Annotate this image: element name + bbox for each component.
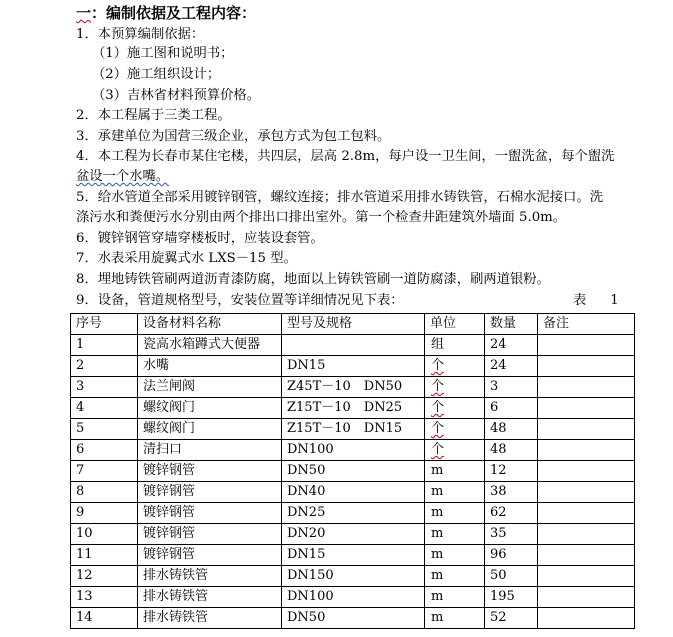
cell-spec: DN50 bbox=[282, 608, 425, 629]
cell-quantity: 6 bbox=[485, 398, 538, 419]
cell-spec: DN100 bbox=[282, 587, 425, 608]
header-unit: 单位 bbox=[425, 314, 485, 335]
cell-index: 1 bbox=[71, 335, 138, 356]
basis-item-3: （3）吉林省材料预算价格。 bbox=[92, 88, 261, 103]
cell-index: 2 bbox=[71, 356, 138, 377]
cell-name: 瓷高水箱蹲式大便器 bbox=[138, 335, 282, 356]
cell-remark bbox=[538, 440, 635, 461]
cell-remark bbox=[538, 608, 635, 629]
cell-remark bbox=[538, 398, 635, 419]
cell-spec: DN20 bbox=[282, 524, 425, 545]
cell-name: 螺纹阀门 bbox=[138, 419, 282, 440]
cell-name: 镀锌钢管 bbox=[138, 503, 282, 524]
header-quantity: 数量 bbox=[485, 314, 538, 335]
cell-index: 14 bbox=[71, 608, 138, 629]
cell-name: 排水铸铁管 bbox=[138, 566, 282, 587]
cell-remark bbox=[538, 524, 635, 545]
cell-index: 4 bbox=[71, 398, 138, 419]
cell-unit: 个 bbox=[425, 398, 485, 419]
cell-unit: m bbox=[425, 545, 485, 566]
equipment-table-body bbox=[71, 314, 635, 629]
cell-quantity: 48 bbox=[485, 440, 538, 461]
cell-index: 12 bbox=[71, 566, 138, 587]
cell-spec bbox=[282, 335, 425, 356]
cell-index: 10 bbox=[71, 524, 138, 545]
table-row bbox=[71, 461, 635, 482]
table-row bbox=[71, 503, 635, 524]
cell-quantity: 38 bbox=[485, 482, 538, 503]
item-9-line: 9．设备，管道规格型号，安装位置等详细情况见下表： bbox=[76, 293, 404, 308]
cell-quantity: 24 bbox=[485, 356, 538, 377]
cell-quantity: 12 bbox=[485, 461, 538, 482]
cell-index: 3 bbox=[71, 377, 138, 398]
cell-index: 5 bbox=[71, 419, 138, 440]
item-6-line: 6．镀锌钢管穿墙穿楼板时，应装设套管。 bbox=[76, 231, 324, 246]
cell-remark bbox=[538, 377, 635, 398]
table-row bbox=[71, 377, 635, 398]
item-7-line: 7．水表采用旋翼式水 LXS－15 型。 bbox=[76, 251, 297, 266]
table-caption-label: 表 bbox=[573, 293, 587, 308]
table-header-row bbox=[71, 314, 635, 335]
cell-index: 7 bbox=[71, 461, 138, 482]
cell-spec: DN15 bbox=[282, 356, 425, 377]
cell-quantity: 62 bbox=[485, 503, 538, 524]
table-row bbox=[71, 566, 635, 587]
cell-remark bbox=[538, 545, 635, 566]
cell-unit: m bbox=[425, 482, 485, 503]
table-row bbox=[71, 608, 635, 629]
table-row bbox=[71, 419, 635, 440]
basis-item-2: （2）施工组织设计； bbox=[92, 67, 221, 82]
cell-name: 清扫口 bbox=[138, 440, 282, 461]
cell-index: 9 bbox=[71, 503, 138, 524]
cell-unit: 个 bbox=[425, 356, 485, 377]
cell-quantity: 35 bbox=[485, 524, 538, 545]
cell-spec: DN40 bbox=[282, 482, 425, 503]
table-row bbox=[71, 482, 635, 503]
header-name: 设备材料名称 bbox=[138, 314, 282, 335]
cell-spec: DN150 bbox=[282, 566, 425, 587]
cell-name: 法兰闸阀 bbox=[138, 377, 282, 398]
cell-remark bbox=[538, 335, 635, 356]
item-8-line: 8．埋地铸铁管刷两道沥青漆防腐，地面以上铸铁管刷一道防腐漆，刷两道银粉。 bbox=[76, 272, 550, 287]
basis-item-1: （1）施工图和说明书； bbox=[92, 46, 234, 61]
cell-remark bbox=[538, 587, 635, 608]
cell-name: 镀锌钢管 bbox=[138, 461, 282, 482]
item-4-line: 4．本工程为长春市某住宅楼，共四层，层高 2.8m，每户设一卫生间，一盥洗盆，每个盥洗 bbox=[76, 149, 615, 164]
cell-spec: DN25 bbox=[282, 503, 425, 524]
item-2-line: 2．本工程属于三类工程。 bbox=[76, 108, 231, 123]
cell-index: 11 bbox=[71, 545, 138, 566]
cell-quantity: 96 bbox=[485, 545, 538, 566]
cell-remark bbox=[538, 356, 635, 377]
cell-remark bbox=[538, 461, 635, 482]
cell-unit: m bbox=[425, 587, 485, 608]
cell-unit: 个 bbox=[425, 377, 485, 398]
header-spec: 型号及规格 bbox=[282, 314, 425, 335]
cell-name: 镀锌钢管 bbox=[138, 482, 282, 503]
cell-name: 螺纹阀门 bbox=[138, 398, 282, 419]
cell-remark bbox=[538, 419, 635, 440]
item-3-line: 3．承建单位为国营三级企业，承包方式为包工包料。 bbox=[76, 129, 391, 144]
cell-spec: DN15 bbox=[282, 545, 425, 566]
cell-quantity: 195 bbox=[485, 587, 538, 608]
table-row bbox=[71, 356, 635, 377]
heading-prefix: 一 bbox=[76, 4, 92, 22]
cell-spec: DN100 bbox=[282, 440, 425, 461]
cell-unit: m bbox=[425, 503, 485, 524]
cell-unit: 个 bbox=[425, 419, 485, 440]
table-row bbox=[71, 440, 635, 461]
cell-name: 排水铸铁管 bbox=[138, 608, 282, 629]
cell-spec: DN50 bbox=[282, 461, 425, 482]
cell-unit: m bbox=[425, 524, 485, 545]
table-caption bbox=[573, 292, 619, 310]
table-caption-number: 1 bbox=[610, 293, 619, 308]
cell-name: 镀锌钢管 bbox=[138, 545, 282, 566]
equipment-table bbox=[70, 313, 635, 629]
section-heading bbox=[76, 2, 256, 23]
table-row bbox=[71, 398, 635, 419]
table-row bbox=[71, 587, 635, 608]
table-row bbox=[71, 545, 635, 566]
cell-remark bbox=[538, 503, 635, 524]
cell-index: 8 bbox=[71, 482, 138, 503]
cell-unit: 个 bbox=[425, 440, 485, 461]
cell-quantity: 50 bbox=[485, 566, 538, 587]
header-index: 序号 bbox=[71, 314, 138, 335]
cell-spec: Z15T－10 DN25 bbox=[282, 398, 425, 419]
cell-quantity: 52 bbox=[485, 608, 538, 629]
heading-text: ：编制依据及工程内容： bbox=[91, 4, 257, 22]
cell-unit: m bbox=[425, 608, 485, 629]
cell-name: 水嘴 bbox=[138, 356, 282, 377]
cell-spec: Z45T－10 DN50 bbox=[282, 377, 425, 398]
item-5-line: 5．给水管道全部采用镀锌钢管，螺纹连接；排水管道采用排水铸铁管，石棉水泥接口。洗 bbox=[76, 190, 604, 205]
cell-remark bbox=[538, 482, 635, 503]
cell-spec: Z15T－10 DN15 bbox=[282, 419, 425, 440]
table-row bbox=[71, 524, 635, 545]
basis-intro-line: 1．本预算编制依据： bbox=[76, 27, 205, 42]
cell-quantity: 48 bbox=[485, 419, 538, 440]
cell-index: 13 bbox=[71, 587, 138, 608]
cell-unit: m bbox=[425, 461, 485, 482]
header-remark: 备注 bbox=[538, 314, 635, 335]
cell-remark bbox=[538, 566, 635, 587]
cell-index: 6 bbox=[71, 440, 138, 461]
cell-quantity: 3 bbox=[485, 377, 538, 398]
cell-name: 排水铸铁管 bbox=[138, 587, 282, 608]
item-4-continued-line: 盆设一个水嘴。 bbox=[76, 169, 170, 184]
table-row bbox=[71, 335, 635, 356]
cell-quantity: 24 bbox=[485, 335, 538, 356]
cell-name: 镀锌钢管 bbox=[138, 524, 282, 545]
cell-unit: 组 bbox=[425, 335, 485, 356]
item-5-continued-line: 涤污水和粪便污水分别由两个排出口排出室外。第一个检查井距建筑外墙面 5.0m。 bbox=[76, 210, 567, 225]
cell-unit: m bbox=[425, 566, 485, 587]
